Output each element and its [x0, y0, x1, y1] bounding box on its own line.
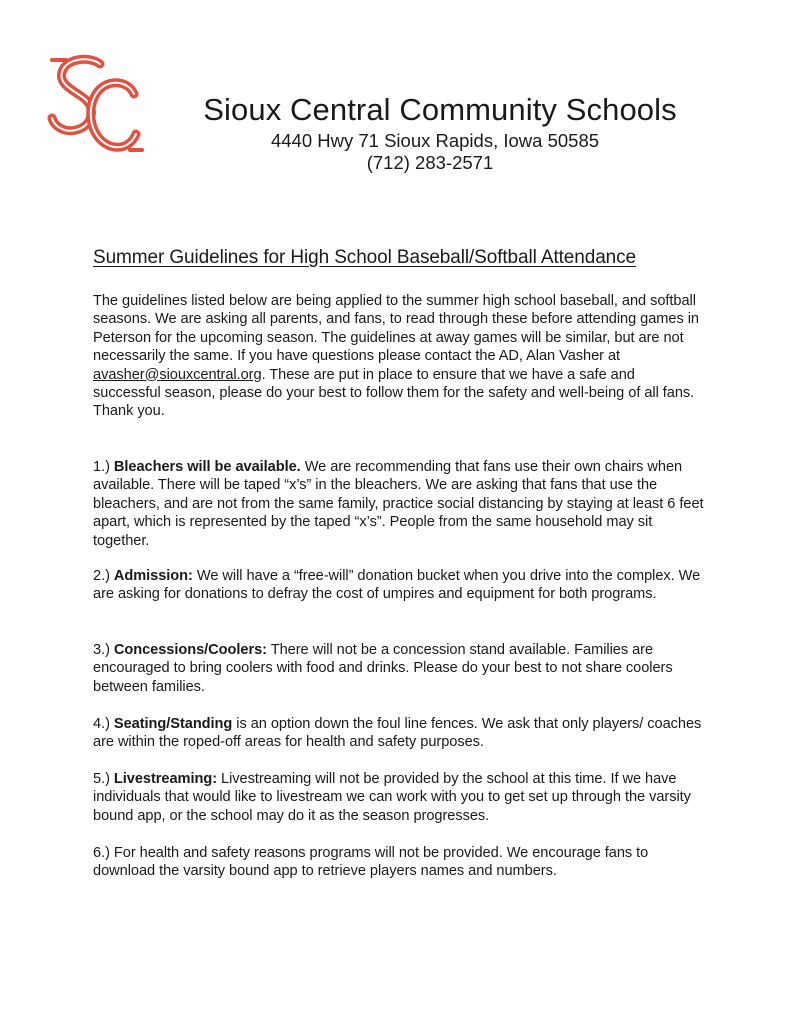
intro-paragraph	[93, 292, 705, 421]
school-name: Sioux Central Community Schools	[203, 92, 677, 127]
sc-monogram-logo-icon	[44, 54, 144, 158]
letterhead-header	[150, 92, 710, 174]
item-text: We will have a “free-will” donation bucket when you drive into the complex. We are asking for donations to defray the cost of umpires and equipment for both programs.	[93, 568, 701, 603]
guideline-item-4	[93, 715, 705, 752]
item-number: 1.)	[93, 459, 114, 475]
school-phone: (712) 283-2571	[366, 152, 494, 173]
item-heading: Admission:	[113, 568, 193, 584]
item-heading: Livestreaming:	[113, 771, 218, 787]
item-number: 6.)	[93, 845, 114, 861]
item-heading: Seating/Standing	[113, 716, 233, 732]
guideline-item-5	[93, 770, 705, 825]
item-number: 2.)	[93, 568, 114, 584]
school-address: 4440 Hwy 71 Sioux Rapids, Iowa 50585	[270, 130, 600, 151]
guideline-item-1	[93, 458, 705, 550]
intro-text-before: The guidelines listed below are being applied to the summer high school baseball, and softball seasons. We are asking all parents, and fans, to read through these before attending games in Peterson for the upcoming season. The guidelines at away games will be similar, but are not necessarily the same. If you have questions please contact the AD, Alan Vasher at	[93, 293, 699, 365]
item-text: There will not be a concession stand available. Families are encouraged to bring coolers with food and drinks. Please do your best to not share coolers between families.	[93, 642, 673, 695]
item-number: 4.)	[93, 716, 114, 732]
guideline-item-2	[93, 567, 705, 604]
item-text: For health and safety reasons programs will not be provided. We encourage fans to download the varsity bound app to retrieve players names and numbers.	[93, 845, 649, 880]
item-heading: Concessions/Coolers:	[113, 642, 267, 658]
guideline-item-3	[93, 641, 705, 696]
item-heading: Bleachers will be available.	[113, 459, 301, 475]
item-number: 5.)	[93, 771, 114, 787]
item-text: Livestreaming will not be provided by the school at this time. If we have individuals that would like to livestream we can work with you to get set up through the varsity bound app, or the school may do it as the season progresses.	[93, 771, 691, 824]
item-number: 3.)	[93, 642, 114, 658]
document-title: Summer Guidelines for High School Baseball/Softball Attendance	[93, 247, 637, 268]
item-text: We are recommending that fans use their own chairs when available. There will be taped “x’s” in the bleachers. We are asking that fans that use the bleachers, and are not from the same family, practice social distancing by staying at least 6 feet apart, which is represented by the taped “x’s”. People from the same household may sit together.	[93, 459, 704, 549]
item-text: is an option down the foul line fences. We ask that only players/ coaches are within the roped-off areas for health and safety purposes.	[93, 716, 702, 751]
guideline-item-6	[93, 844, 705, 881]
intro-text-after: . These are put in place to ensure that we have a safe and successful season, please do your best to follow them for the safety and well-being of all fans. Thank you.	[93, 366, 695, 420]
contact-email-link[interactable]: avasher@siouxcentral.org	[93, 366, 262, 383]
